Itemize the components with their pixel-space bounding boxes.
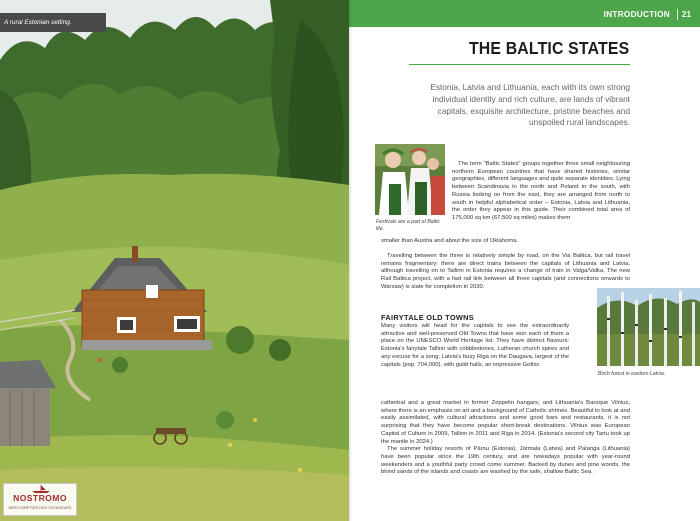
standfirst-text: Estonia, Latvia and Lithuania, each with its own strong individual identity and rich culture, are lands of vibrant capitals, exquisite architecture, pristine beaches and unspoiled rural landscapes. (430, 82, 630, 128)
publisher-logo (3, 483, 77, 516)
logo-tagline: WEB COMPTOIR DES VOYAGEURS (8, 506, 72, 510)
travel-paragraph (381, 253, 630, 292)
travel-text: Travelling between the three is relatively simple by road, on the Via Baltica, but rail travel remains fragmentary: there are direct trains between the capitals of Lithuania and Latvia, although travelling on to Tallinn in Estonia requires a change of train in Valga/Valka. The new Rail Baltica project, with a fast rail link between all three capitals (and connections onwards to Warsaw) is slate for completion in 2030. (381, 253, 630, 290)
section-heading: FAIRYTALE OLD TOWNS (381, 313, 475, 322)
birch-illustration (597, 288, 700, 366)
text-page (349, 0, 700, 521)
birch-caption: Birch forest in eastern Latvia. (598, 371, 666, 377)
ship-icon (30, 485, 52, 493)
page-header (349, 0, 700, 27)
intro-paragraph-continued (381, 238, 630, 246)
festival-photo (375, 144, 445, 215)
rural-landscape-photo (0, 0, 349, 521)
birch-forest-photo (597, 288, 700, 366)
fairytale-text: Many visitors will head for the capitals to see the extraordinarily attractive and well-preserved Old Towns that have won each of them a place on the UNESCO World Heritage list. They have distinct flavours: Estonia's fairytale Tallinn with cobblestones, Lutheran church spires and any excuse for a song; Latvia's busy Riga on the Daugava, largest of the capitals (pop. 704,000), with guild halls, an impressive Gothic (381, 323, 569, 368)
fairytale-text-continued: cathedral and a great market in former Zeppelin hangars; and Lithuania's Baroque Vilnius, where there is an emphasis on art and a background of Catholic shrines. Beautiful to look at and easily assimilated, with cultural attractions and some good bars and restaurants, it is not surprising that they have become popular short-break destinations. Vilnius was European Capital of Culture in 2009, Tallinn in 2011 and Riga in 2014. (Estonia's second city Tartu took up the mantle in 2024.) (381, 400, 630, 445)
page-number: 21 (681, 10, 691, 19)
intro-text-continued: smaller than Austria and about the size of Oklahoma. (381, 238, 519, 244)
landscape-illustration (0, 0, 349, 521)
festival-illustration (375, 144, 445, 215)
page-gutter-shadow (349, 0, 352, 521)
photo-caption: A rural Estonian setting. (0, 13, 106, 32)
resorts-text: The summer holiday resorts of Pärnu (Estonia), Jūrmala (Latvia) and Palanga (Lithuania) have been popular since the 19th century, and are nowadays popular with year-round weekenders and a youthful party crowd come summer. Backed by dunes and pine woods, the blond sands of the islands and coasts are washed by the safe, shallow Baltic Sea. (381, 446, 630, 476)
logo-name: NOSTROMO (13, 493, 67, 503)
fairytale-paragraph-continued (381, 400, 630, 477)
title-divider (409, 64, 630, 65)
intro-text: The term "Baltic States" groups together three small neighbouring northern European countries that have shared histories, similar geographies, different languages and quite separate identities. Lying between Scandinavia in the north and Poland in the south, with Russia looking on from the east, they are arranged from north to south in helpful alphabetical order – Estonia, Latvia and Lithuania, the order they appear in this guide. Their combined total area of 175,000 sq km (67,500 sq miles) makes them (452, 161, 630, 222)
festival-caption: Festivals are a part of Baltic life. (376, 219, 441, 233)
header-divider (677, 9, 678, 20)
page-title: THE BALTIC STATES (468, 38, 629, 58)
intro-paragraph (452, 161, 630, 223)
section-label: INTRODUCTION (603, 10, 670, 19)
fairytale-paragraph (381, 323, 569, 369)
